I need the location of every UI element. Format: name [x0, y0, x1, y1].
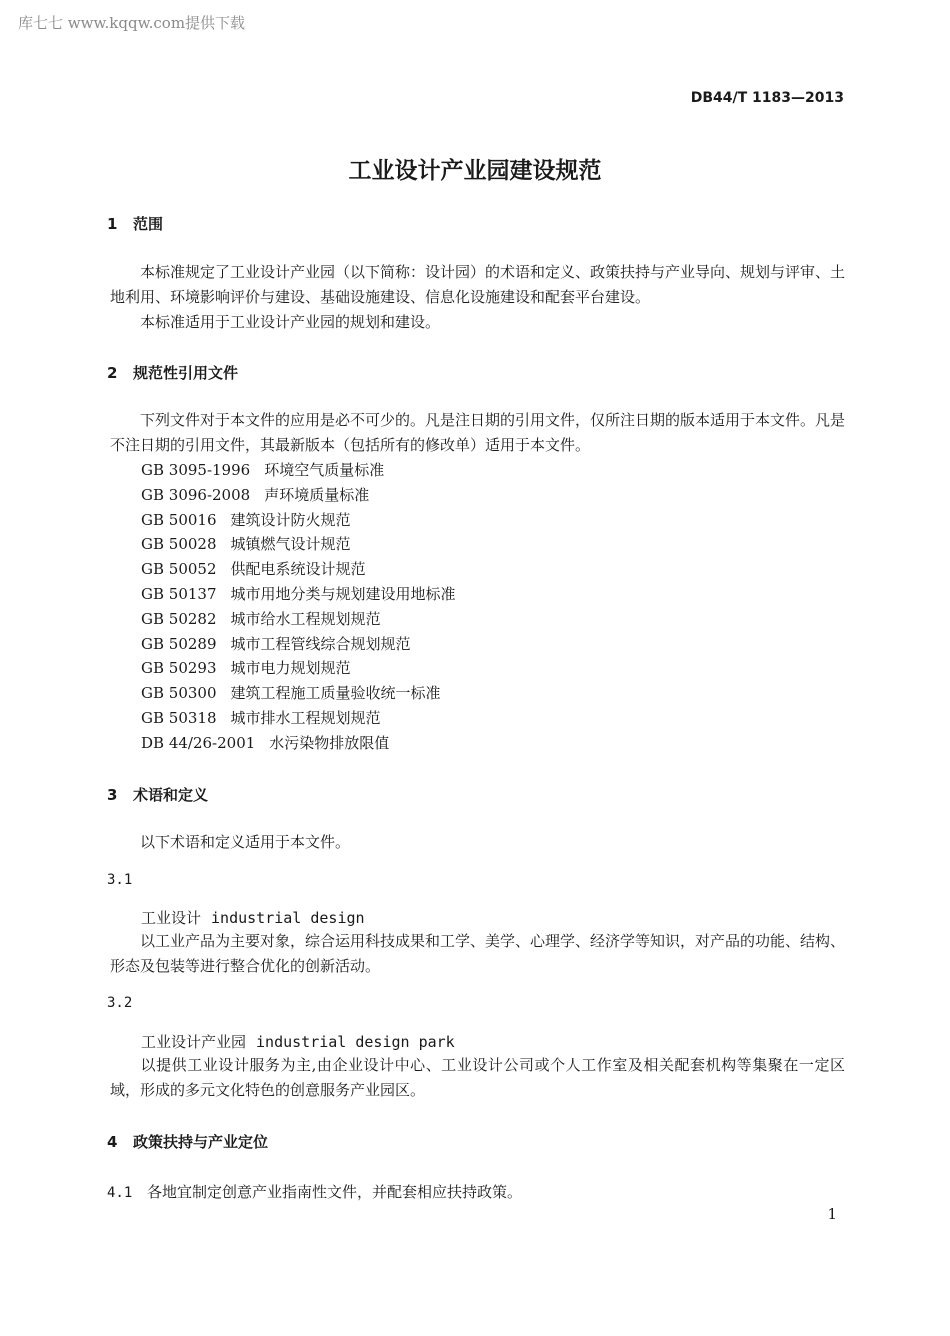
paragraph-text: 本标准适用于工业设计产业园的规划和建设。: [140, 313, 441, 331]
reference-item: [141, 731, 456, 756]
reference-item: [141, 557, 456, 582]
reference-name: 建筑工程施工质量验收统一标准: [230, 684, 441, 703]
section-2-intro: [110, 408, 845, 458]
reference-code: GB 50293: [141, 659, 217, 678]
term-english: industrial design: [211, 909, 365, 927]
term-3-2-number: 3.2: [107, 995, 133, 1011]
section-title: 规范性引用文件: [133, 364, 239, 382]
clause-text: 各地宜制定创意产业指南性文件，并配套相应扶持政策。: [147, 1183, 523, 1201]
paragraph-text: 下列文件对于本文件的应用是必不可少的。凡是注日期的引用文件，仅所注日期的版本适用于本文件。凡是不注日期的引用文件，其最新版本（包括所有的修改单）适用于本文件。: [110, 411, 846, 454]
reference-item: [141, 458, 456, 483]
reference-item: [141, 706, 456, 731]
reference-name: 城市用地分类与规划建设用地标准: [230, 584, 456, 603]
section-number: 4: [107, 1133, 118, 1151]
section-title: 术语和定义: [133, 786, 209, 804]
section-3-intro: [110, 830, 845, 855]
reference-name: 城市排水工程规划规范: [230, 708, 381, 727]
section-title: 政策扶持与产业定位: [133, 1133, 269, 1151]
section-number: 3: [107, 786, 118, 804]
reference-item: [141, 607, 456, 632]
paragraph-text: 以下术语和定义适用于本文件。: [140, 833, 351, 851]
standard-code: DB44/T 1183—2013: [690, 90, 844, 106]
page-number: 1: [827, 1205, 837, 1223]
reference-item: [141, 632, 456, 657]
reference-code: GB 50016: [141, 510, 217, 529]
reference-code: GB 50052: [141, 560, 217, 579]
reference-code: GB 50282: [141, 609, 217, 628]
reference-name: 建筑设计防火规范: [230, 510, 351, 529]
reference-name: 城市工程管线综合规划规范: [230, 634, 411, 653]
reference-item: [141, 656, 456, 681]
section-number: 2: [107, 364, 118, 382]
reference-item: [141, 483, 456, 508]
reference-code: GB 50300: [141, 684, 217, 703]
paragraph-text: 以提供工业设计服务为主,由企业设计中心、工业设计公司或个人工作室及相关配套机构等集聚在一定区域，形成的多元文化特色的创意服务产业园区。: [110, 1056, 845, 1099]
term-english: industrial design park: [256, 1033, 455, 1051]
section-1-heading: [107, 213, 163, 234]
reference-name: 城市给水工程规划规范: [230, 609, 381, 628]
paragraph-text: 本标准规定了工业设计产业园（以下简称：设计园）的术语和定义、政策扶持与产业导向、规划与评审、土地利用、环境影响评价与建设、基础设施建设、信息化设施建设和配套平台建设。: [110, 263, 846, 306]
reference-name: 声环境质量标准: [264, 485, 370, 504]
section-1-paragraph-1: [110, 260, 845, 310]
reference-code: GB 50137: [141, 584, 217, 603]
reference-code: GB 50318: [141, 708, 217, 727]
section-1-paragraph-2: [110, 310, 845, 335]
reference-item: [141, 508, 456, 533]
section-number: 1: [107, 215, 118, 233]
term-3-1-title: [141, 907, 365, 928]
term-3-2-title: [141, 1031, 455, 1052]
clause-number: 4.1: [107, 1185, 133, 1201]
section-4-heading: [107, 1131, 268, 1152]
reference-item: [141, 681, 456, 706]
reference-item: [141, 532, 456, 557]
document-title: 工业设计产业园建设规范: [348, 158, 602, 184]
term-3-1-definition: [110, 929, 845, 979]
reference-name: 环境空气质量标准: [264, 461, 385, 479]
reference-list: [141, 458, 456, 756]
reference-name: 城镇燃气设计规范: [230, 535, 351, 554]
section-3-heading: [107, 784, 208, 805]
clause-4-1: [107, 1181, 522, 1202]
term-3-2-definition: [110, 1053, 845, 1103]
reference-code: GB 3095-1996: [141, 461, 251, 479]
reference-item: [141, 582, 456, 607]
reference-name: 城市电力规划规范: [230, 659, 351, 678]
reference-name: 水污染物排放限值: [269, 733, 390, 752]
reference-code: GB 50289: [141, 634, 217, 653]
watermark: 库七七 www.kqqw.com提供下载: [18, 14, 246, 32]
section-title: 范围: [133, 215, 164, 233]
reference-code: GB 50028: [141, 535, 217, 554]
reference-name: 供配电系统设计规范: [230, 560, 366, 579]
paragraph-text: 以工业产品为主要对象，综合运用科技成果和工学、美学、心理学、经济学等知识，对产品的功能、结构、形态及包装等进行整合优化的创新活动。: [110, 932, 846, 975]
reference-code: DB 44/26-2001: [141, 733, 256, 752]
term-chinese: 工业设计产业园: [141, 1033, 247, 1051]
term-chinese: 工业设计: [141, 909, 202, 927]
term-3-1-number: 3.1: [107, 872, 133, 888]
section-2-heading: [107, 362, 238, 383]
reference-code: GB 3096-2008: [141, 485, 251, 504]
